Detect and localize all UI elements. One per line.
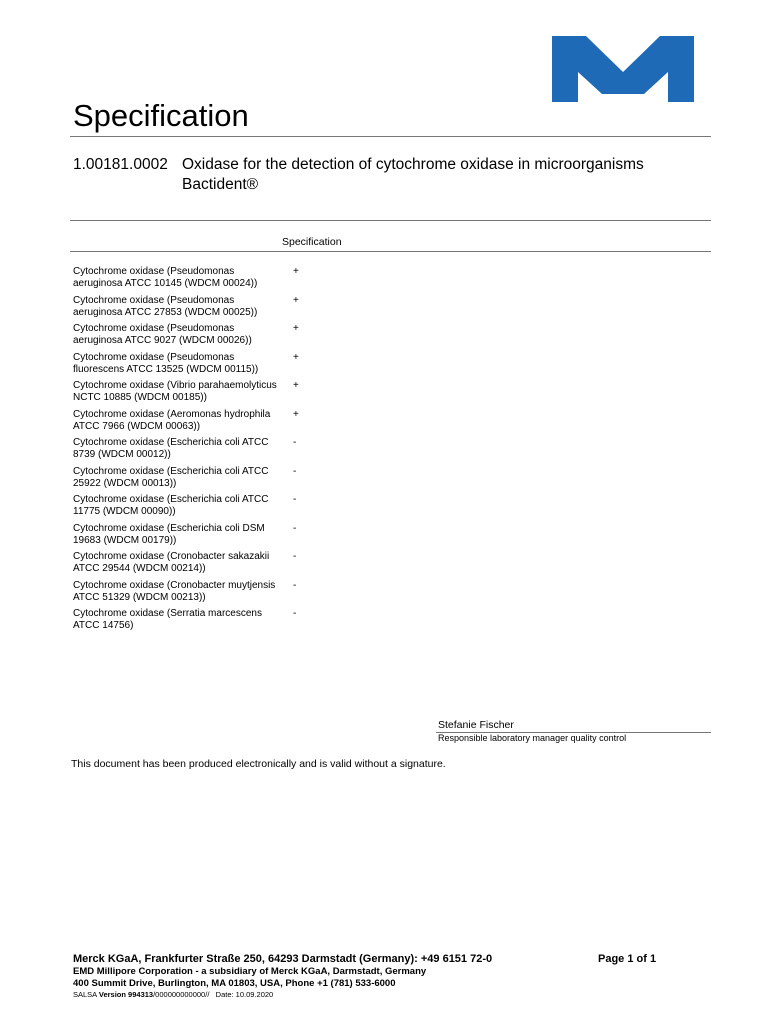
spec-parameter: Cytochrome oxidase (Aeromonas hydrophila ATCC 7966 (WDCM 00063)) [73,408,271,432]
product-description [182,155,702,195]
spec-result: + [293,266,299,277]
section-divider-top [70,220,711,221]
table-row [73,323,373,352]
spec-parameter: Cytochrome oxidase (Escherichia coli DSM 19683 (WDCM 00179)) [73,522,265,546]
spec-table [73,266,373,637]
version-label: Version 994313 [98,990,154,999]
table-row [73,380,373,409]
spec-result: - [293,551,297,562]
table-row [73,608,373,637]
table-row [73,523,373,552]
product-number: 1.00181.0002 [73,156,168,173]
salsa-label: SALSA [73,990,97,999]
footer-document-info [73,990,273,999]
spec-parameter: Cytochrome oxidase (Vibrio parahaemolyticus NCTC 10885 (WDCM 00185)) [73,380,277,403]
table-row [73,409,373,438]
document-date: Date: 10.09.2020 [215,990,274,999]
spec-result: + [293,294,299,306]
table-row [73,266,373,295]
spec-result: - [293,522,297,534]
table-row [73,551,373,580]
validity-note: This document has been produced electronically and is valid without a signature. [71,758,446,770]
product-description-line1: Oxidase for the detection of cytochrome oxidase in microorganisms [182,156,644,173]
footer-subsidiary: EMD Millipore Corporation - a subsidiary of Merck KGaA, Darmstadt, Germany [73,966,427,977]
spec-parameter: Cytochrome oxidase (Serratia marcescens ATCC 14756) [73,608,262,631]
spec-result: - [293,437,297,448]
spec-result: + [293,351,299,363]
product-brand-name: Bactident® [182,176,259,193]
spec-result: + [293,380,299,391]
footer-us-address: 400 Summit Drive, Burlington, MA 01803, USA, Phone +1 (781) 533-6000 [73,978,396,989]
spec-parameter: Cytochrome oxidase (Pseudomonas fluorescens ATCC 13525 (WDCM 00115)) [73,351,259,375]
signer-name: Stefanie Fischer [438,719,514,731]
spec-result: - [293,579,297,591]
section-divider-bottom [70,251,711,252]
table-row [73,580,373,609]
table-row [73,437,373,466]
signer-role: Responsible laboratory manager quality control [438,733,627,743]
spec-parameter: Cytochrome oxidase (Pseudomonas aeruginosa ATCC 27853 (WDCM 00025)) [73,294,258,318]
spec-result: - [293,494,297,505]
table-row [73,352,373,381]
table-row [73,295,373,324]
spec-result: - [293,465,297,477]
spec-parameter: Cytochrome oxidase (Pseudomonas aeruginosa ATCC 10145 (WDCM 00024)) [73,266,258,289]
spec-column-header: Specification [282,236,342,248]
spec-result: - [293,608,297,619]
page-indicator: Page 1 of 1 [598,953,657,965]
spec-result: + [293,323,299,334]
spec-parameter: Cytochrome oxidase (Escherichia coli ATCC 8739 (WDCM 00012)) [73,437,269,460]
table-row [73,466,373,495]
spec-parameter: Cytochrome oxidase (Escherichia coli ATCC 25922 (WDCM 00013)) [73,465,269,489]
spec-result: + [293,408,299,420]
table-row [73,494,373,523]
spec-parameter: Cytochrome oxidase (Cronobacter sakazakii ATCC 29544 (WDCM 00214)) [73,551,270,574]
page-title: Specification [73,98,249,133]
spec-parameter: Cytochrome oxidase (Escherichia coli ATCC 11775 (WDCM 00090)) [73,494,269,517]
footer-company-address: Merck KGaA, Frankfurter Straße 250, 64293 Darmstadt (Germany): +49 6151 72-0 [73,953,493,965]
merck-logo [548,34,698,104]
logo-m-shape [552,36,694,102]
spec-parameter: Cytochrome oxidase (Cronobacter muytjensis ATCC 51329 (WDCM 00213)) [73,579,276,603]
spec-parameter: Cytochrome oxidase (Pseudomonas aeruginosa ATCC 9027 (WDCM 00026)) [73,323,252,346]
document-code: /000000000000// [153,990,210,999]
title-divider [70,136,711,137]
